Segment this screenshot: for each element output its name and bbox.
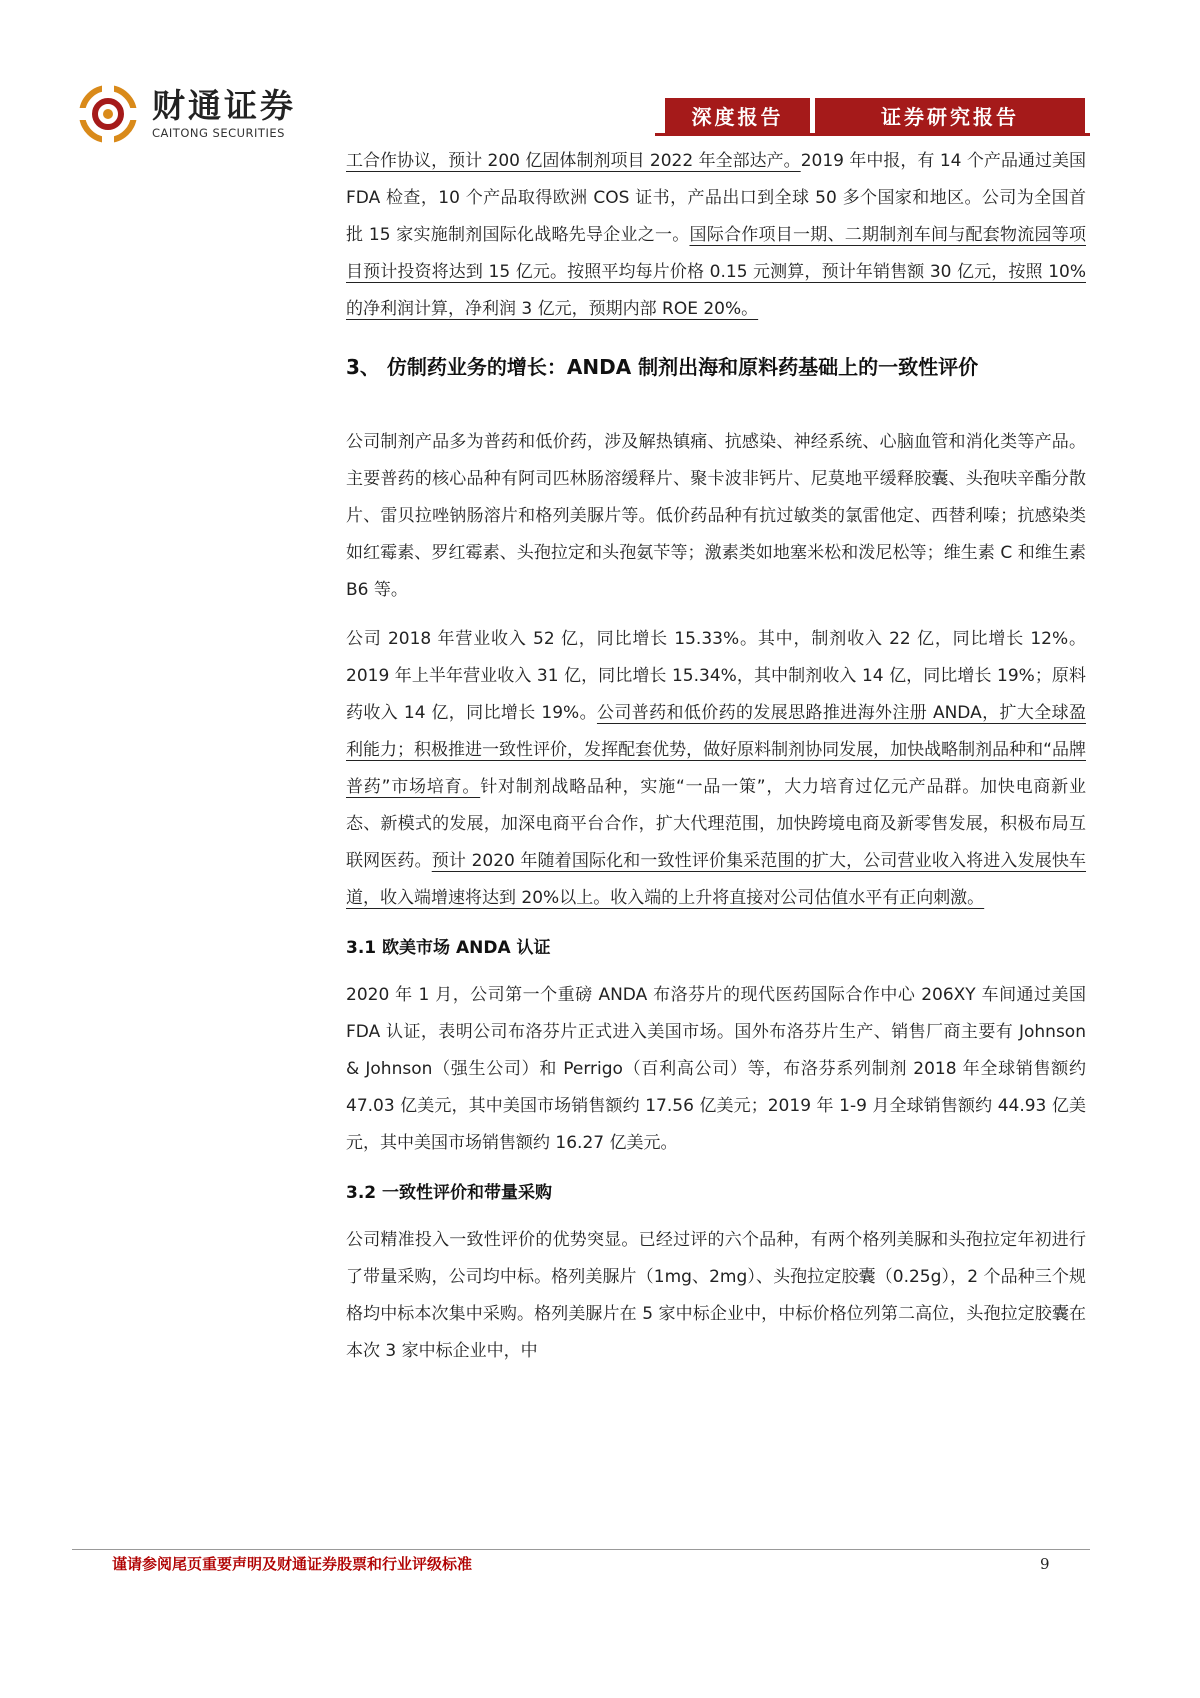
main-content — [346, 143, 1086, 1370]
underlined-text: 预计 2020 年随着国际化和一致性评价集采范围的扩大，公司营业收入将进入发展快车道，收入端增速将达到 20%以上。收入端的上升将直接对公司估值水平有正向刺激。 — [346, 851, 1087, 908]
header-divider — [655, 133, 1090, 136]
underlined-text: 国际合作项目一期、二期制剂车间与配套物流园等项目预计投资将达到 15 亿元。按照平均每片价格 0.15 元测算，预计年销售额 30 亿元，按照 10%的净利润计算，净利润 3 亿元，预期内部 ROE 20%。 — [346, 225, 1086, 319]
underlined-text: 工合作协议，预计 200 亿固体制剂项目 2022 年全部达产。 — [346, 151, 801, 171]
section-3-heading: 3、 仿制药业务的增长：ANDA 制剂出海和原料药基础上的一致性评价 — [346, 355, 979, 379]
paragraph-products: 公司制剂产品多为普药和低价药，涉及解热镇痛、抗感染、神经系统、心脑血管和消化类等产品。主要普药的核心品种有阿司匹林肠溶缓释片、聚卡波非钙片、尼莫地平缓释胶囊、头孢呋辛酯分散片、雷贝拉唑钠肠溶片和格列美脲片等。低价药品种有抗过敏类的氯雷他定、西替利嗪；抗感染类如红霉素、罗红霉素、头孢拉定和头孢氨苄等；激素类如地塞米松和泼尼松等；维生素 C 和维生素 B6 等。 — [346, 432, 1086, 600]
paragraph-text: 2019 年中报，有 14 个产品通过美国 FDA 检查，10 个产品取得欧洲 COS 证书，产品出口到全球 50 多个国家和地区。公司为全国首批 15 家实施制剂国际化战略先导企业之一。 — [346, 151, 1086, 245]
paragraph-revenue — [346, 621, 1086, 917]
company-logo — [72, 78, 296, 150]
paragraph-intro — [346, 143, 1086, 328]
paragraph-text: 公司 2018 年营业收入 52 亿，同比增长 15.33%。其中，制剂收入 22 亿，同比增长 12%。2019 年上半年营业收入 31 亿，同比增长 15.34%，其中制剂收入 14 亿，同比增长 19%；原料药收入 14 亿，同比增长 19%。 — [346, 629, 1086, 723]
paragraph-consistency: 公司精准投入一致性评价的优势突显。已经过评的六个品种，有两个格列美脲和头孢拉定年初进行了带量采购，公司均中标。格列美脲片（1mg、2mg）、头孢拉定胶囊（0.25g），2 个品种三个规格均中标本次集中采购。格列美脲片在 5 家中标企业中，中标价格位列第二高位，头孢拉定胶囊在本次 3 家中标企业中，中 — [346, 1230, 1086, 1361]
caitong-logo-icon — [72, 78, 144, 150]
logo-english-name: CAITONG SECURITIES — [152, 126, 285, 140]
paragraph-text: 针对制剂战略品种，实施“一品一策”，大力培育过亿元产品群。加快电商新业态、新模式的发展，加深电商平台合作，扩大代理范围，加快跨境电商及新零售发展，积极布局互联网医药。 — [346, 777, 1086, 871]
section-3-2-heading: 3.2 一致性评价和带量采购 — [346, 1183, 553, 1203]
underlined-text: 公司普药和低价药的发展思路推进海外注册 ANDA，扩大全球盈利能力；积极推进一致性评价，发挥配套优势，做好原料制剂协同发展，加快战略制剂品种和“品牌普药”市场培育。 — [346, 703, 1086, 797]
footer-divider — [72, 1549, 1090, 1550]
logo-chinese-name: 财通证券 — [152, 86, 296, 125]
report-category-tag: 证券研究报告 — [815, 98, 1085, 133]
page-number: 9 — [1040, 1555, 1050, 1573]
disclaimer-note: 谨请参阅尾页重要声明及财通证券股票和行业评级标准 — [112, 1555, 473, 1573]
report-type-tag: 深度报告 — [665, 98, 810, 133]
paragraph-anda: 2020 年 1 月，公司第一个重磅 ANDA 布洛芬片的现代医药国际合作中心 206XY 车间通过美国 FDA 认证，表明公司布洛芬片正式进入美国市场。国外布洛芬片生产、销售厂商主要有 Johnson & Johnson（强生公司）和 Perrigo（百利高公司）等，布洛芬系列制剂 2018 年全球销售额约 47.03 亿美元，其中美国市场销售额约 17.56 亿美元；2019 年 1-9 月全球销售额约 44.93 亿美元，其中美国市场销售额约 16.27 亿美元。 — [346, 985, 1086, 1153]
section-3-1-heading: 3.1 欧美市场 ANDA 认证 — [346, 938, 551, 958]
